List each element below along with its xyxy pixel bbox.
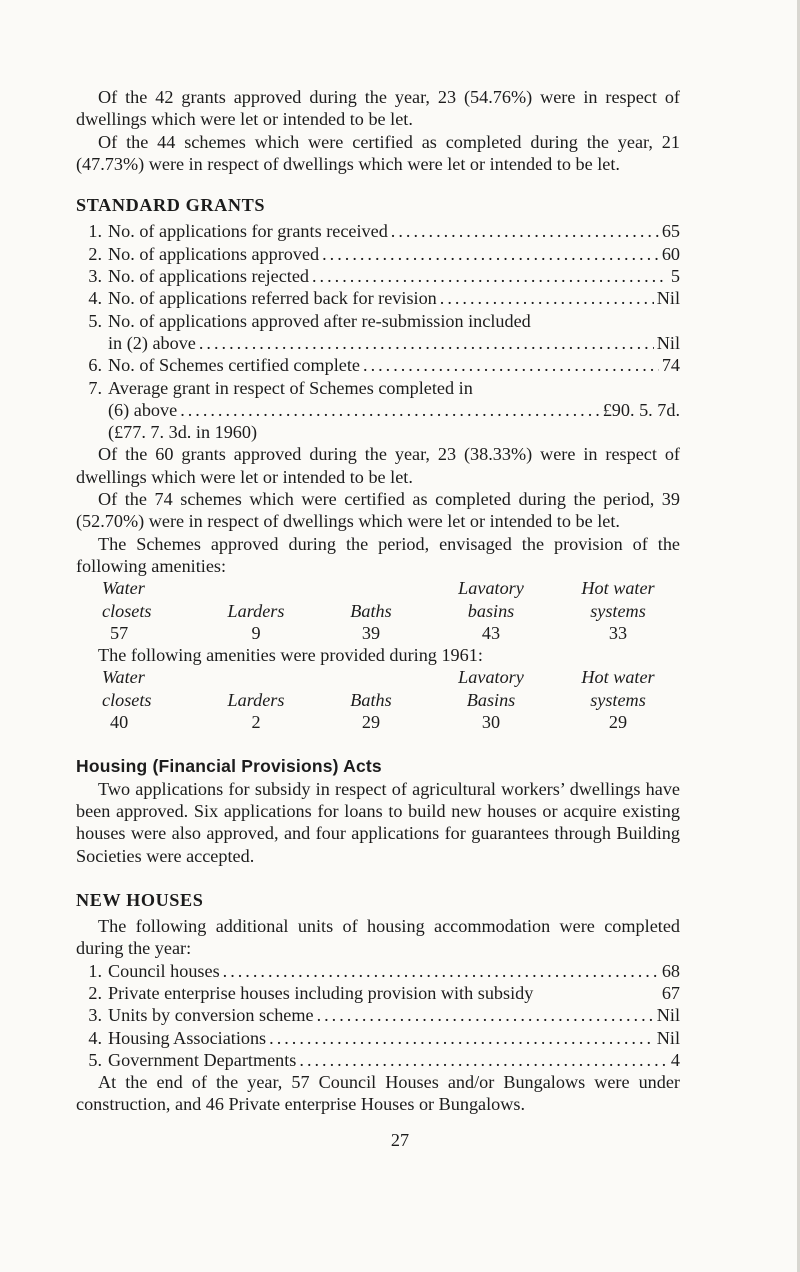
standard-grants-list xyxy=(76,220,680,443)
standard-grants-heading: STANDARD GRANTS xyxy=(76,195,266,216)
new-houses-heading: NEW HOUSES xyxy=(76,889,204,910)
new-houses-paragraph-2: At the end of the year, 57 Council Houses and/or Bungalows were under construction, and 46 Private enterprise Houses or Bungalows. xyxy=(76,1072,680,1115)
list-item-continuation: in (2) above ..... Nil xyxy=(76,332,680,354)
housing-acts-heading: Housing (Financial Provisions) Acts xyxy=(76,756,382,777)
list-item: 1. No. of applications for grants received ..... 65 xyxy=(76,220,680,242)
amenities-provided-table: Water Lavatory Hot water closets Larders Baths Basins systems 40 2 29 30 29 xyxy=(76,666,680,733)
amenities-envisaged-table: Water Lavatory Hot water closets Larders Baths basins systems 57 9 39 43 33 xyxy=(76,577,680,644)
new-houses-paragraph-1: The following additional units of housing accommodation were completed during the year: xyxy=(76,916,680,959)
list-item: 2. No. of applications approved ..... 60 xyxy=(76,243,680,265)
new-houses-list xyxy=(76,960,680,1071)
standard-paragraph-3: The Schemes approved during the period, envisaged the provision of the following amenities: xyxy=(76,533,680,576)
list-item: 7. Average grant in respect of Schemes completed in xyxy=(88,377,473,398)
standard-paragraph-2: Of the 74 schemes which were certified as completed during the period, 39 (52.70%) were in respect of dwellings which were let or intended to be let. xyxy=(76,489,680,532)
average-grant-note: (£77. 7. 3d. in 1960) xyxy=(108,422,258,443)
list-item: 5. No. of applications approved after re-submission included xyxy=(88,310,531,331)
table-row: 57 9 39 43 33 xyxy=(110,622,628,643)
standard-paragraph-4: The following amenities were provided during 1961: xyxy=(98,645,483,666)
list-item-continuation: (6) above ..... £90. 5. 7d. xyxy=(76,399,680,421)
housing-paragraph: Two applications for subsidy in respect of agricultural workers’ dwellings have been approved. Six applications for loans to build new houses or acquire existing houses were also approved, and four applications for guarantees through Building Societies were accepted. xyxy=(76,778,680,866)
list-item: 4. Housing Associations ..... Nil xyxy=(76,1027,680,1049)
intro-paragraph-2: Of the 44 schemes which were certified as completed during the year, 21 (47.73%) were in respect of dwellings which were let or intended to be let. xyxy=(76,131,680,174)
intro-paragraph-1: Of the 42 grants approved during the year, 23 (54.76%) were in respect of dwellings which were let or intended to be let. xyxy=(76,87,680,130)
list-item: 6. No. of Schemes certified complete ..... 74 xyxy=(76,354,680,376)
list-item: 3. Units by conversion scheme ..... Nil xyxy=(76,1004,680,1026)
table-row: 40 2 29 30 29 xyxy=(110,712,628,733)
document-page xyxy=(76,86,680,1116)
list-item: 4. No. of applications referred back for revision ..... Nil xyxy=(76,287,680,309)
list-item: 1. Council houses ..... 68 xyxy=(76,960,680,982)
list-item: 3. No. of applications rejected ..... 5 xyxy=(76,265,680,287)
list-item: 5. Government Departments ..... 4 xyxy=(76,1049,680,1071)
list-item: 2. Private enterprise houses including provision with subsidy 67 xyxy=(88,982,680,1003)
page-number: 27 xyxy=(390,1130,410,1150)
standard-paragraph-1: Of the 60 grants approved during the year, 23 (38.33%) were in respect of dwellings which were let or intended to be let. xyxy=(76,444,680,487)
